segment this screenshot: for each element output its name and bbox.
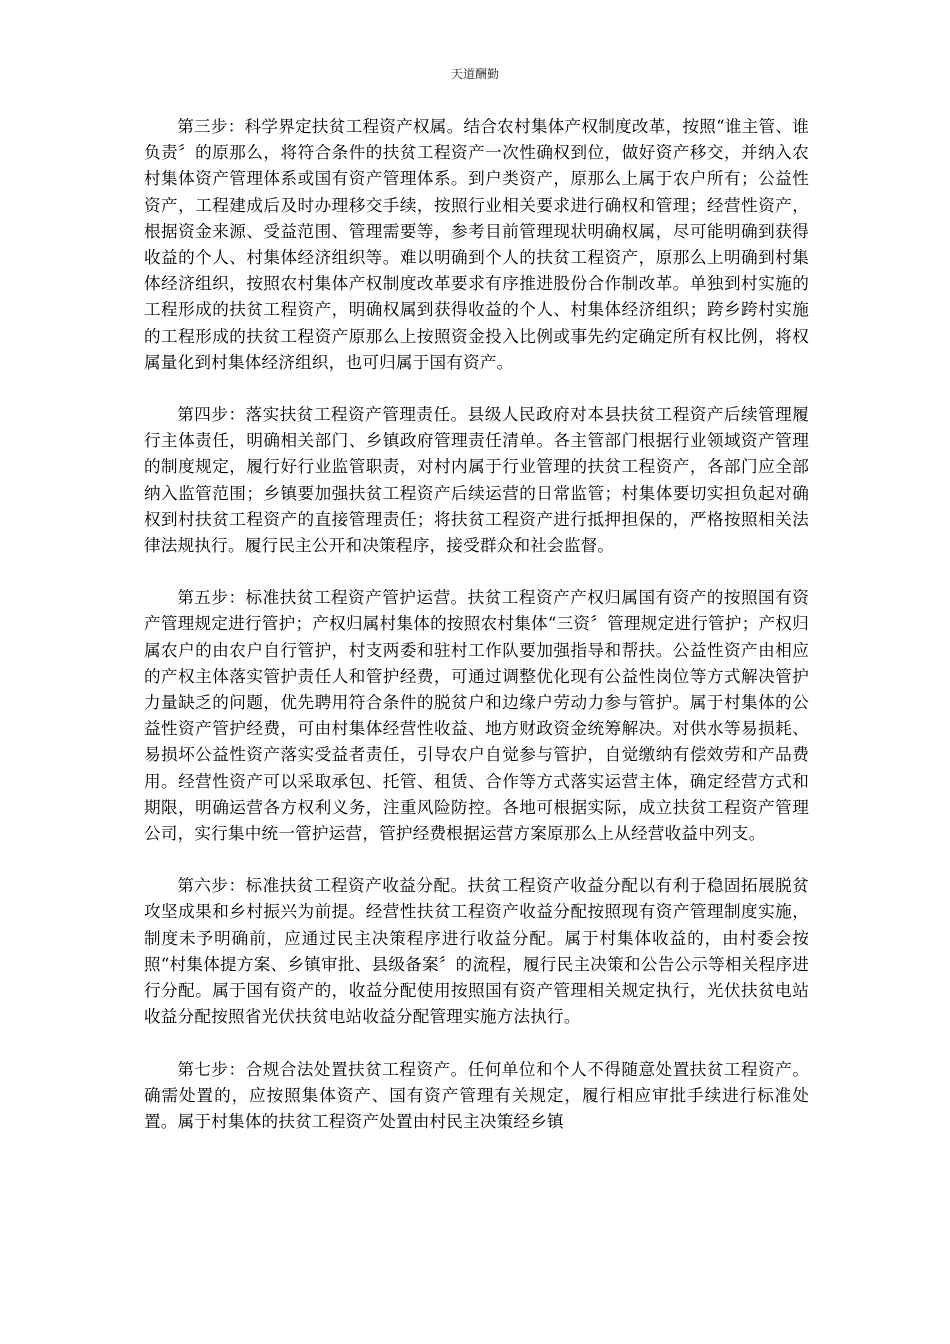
paragraph-step-4: 第四步：落实扶贫工程资产管理责任。县级人民政府对本县扶贫工程资产后续管理履行主体责任，明确相关部门、乡镇政府管理责任清单。各主管部门根据行业领域资产管理的制度规定，履行好行业监管职责，对村内属于行业管理的扶贫工程资产，各部门应全部纳入监管范围；乡镇要加强扶贫工程资产后续运营的日常监管；村集体要切实担负起对确权到村扶贫工程资产的直接管理责任；将扶贫工程资产进行抵押担保的，严格按照相关法律法规执行。履行民主公开和决策程序，接受群众和社会监督。 [144, 405, 809, 556]
paragraph-step-3: 第三步：科学界定扶贫工程资产权属。结合农村集体产权制度改革，按照“谁主管、谁负责〞的原那么，将符合条件的扶贫工程资产一次性确权到位，做好资产移交，并纳入农村集体资产管理体系或国有资产管理体系。到户类资产，原那么上属于农户所有；公益性资产，工程建成后及时办理移交手续，按照行业相关要求进行确权和管理；经营性资产，根据资金来源、受益范围、管理需要等，参考目前管理现状明确权属，尽可能明确到获得收益的个人、村集体经济组织等。难以明确到个人的扶贫工程资产，原那么上明确到村集体经济组织，按照农村集体产权制度改革要求有序推进股份合作制改革。单独到村实施的工程形成的扶贫工程资产，明确权属到获得收益的个人、村集体经济组织；跨乡跨村实施的工程形成的扶贫工程资产原那么上按照资金投入比例或事先约定确定所有权比例，将权属量化到村集体经济组织，也可归属于国有资产。 [144, 117, 809, 372]
paragraph-step-5: 第五步：标准扶贫工程资产管护运营。扶贫工程资产产权归属国有资产的按照国有资产管理规定进行管护；产权归属村集体的按照农村集体“三资〞管理规定进行管护；产权归属农户的由农户自行管护，村支两委和驻村工作队要加强指导和帮扶。公益性资产由相应的产权主体落实管护责任人和管护经费，可通过调整优化现有公益性岗位等方式解决管护力量缺乏的问题，优先聘用符合条件的脱贫户和边缘户劳动力参与管护。属于村集体的公益性资产管护经费，可由村集体经营性收益、地方财政资金统筹解决。对供水等易损耗、易损坏公益性资产落实受益者责任，引导农户自觉参与管护，自觉缴纳有偿效劳和产品费用。经营性资产可以采取承包、托管、租赁、合作等方式落实运营主体，确定经营方式和期限，明确运营各方权利义务，注重风险防控。各地可根据实际，成立扶贫工程资产管理公司，实行集中统一管护运营，管护经费根据运营方案原那么上从经营收益中列支。 [144, 588, 809, 844]
document-body [144, 114, 809, 1135]
paragraph-step-7: 第七步：合规合法处置扶贫工程资产。任何单位和个人不得随意处置扶贫工程资产。确需处置的，应按照集体资产、国有资产管理有关规定，履行相应审批手续进行标准处置。属于村集体的扶贫工程资产处置由村民主决策经乡镇 [144, 1059, 809, 1131]
paragraph-step-6: 第六步：标准扶贫工程资产收益分配。扶贫工程资产收益分配以有利于稳固拓展脱贫攻坚成果和乡村振兴为前提。经营性扶贫工程资产收益分配按照现有资产管理制度实施，制度未予明确前，应通过民主决策程序进行收益分配。属于村集体收益的，由村委会按照“村集体提方案、乡镇审批、县级备案〞的流程，履行民主决策和公告公示等相关程序进行分配。属于国有资产的，收益分配使用按照国有资产管理相关规定执行，光伏扶贫电站收益分配按照省光伏扶贫电站收益分配管理实施方法执行。 [144, 876, 809, 1027]
page-header: 天道酬勤 [450, 67, 499, 81]
